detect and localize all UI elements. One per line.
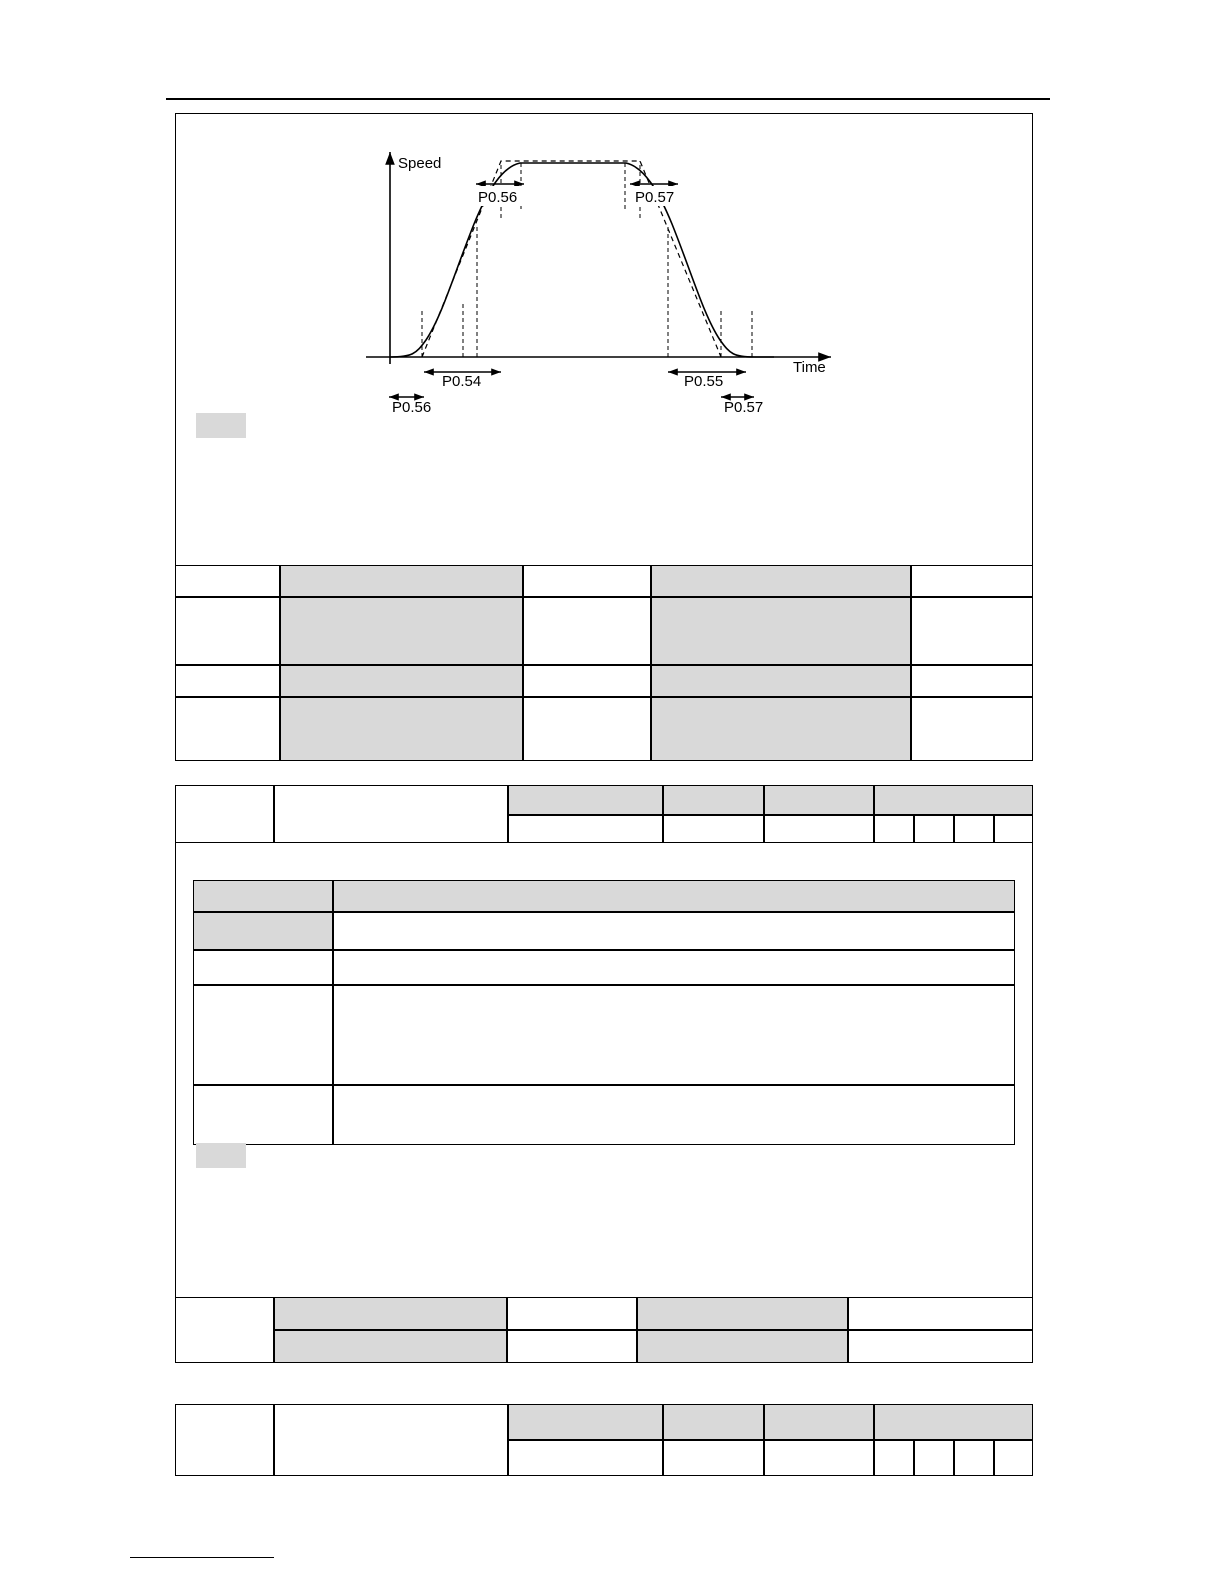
table-cell [280, 665, 523, 697]
desc-value-cell [333, 950, 1015, 985]
table-cell [507, 1297, 637, 1330]
table-cell [914, 1440, 954, 1476]
table-cell [954, 1440, 994, 1476]
annotation-p054: P0.54 [442, 373, 482, 390]
table-cell [175, 597, 280, 665]
table-cell [637, 1297, 848, 1330]
chart-ylabel: Speed [398, 155, 442, 172]
table-cell [651, 565, 911, 597]
header-rule [166, 98, 1050, 100]
chart-xlabel: Time [793, 359, 826, 376]
note-marker-top [196, 413, 246, 438]
table-cell [523, 565, 651, 597]
table-header-cell [508, 1404, 663, 1440]
desc-value-cell [333, 1085, 1015, 1145]
speed-time-chart [176, 114, 1032, 564]
table-cell [274, 1330, 507, 1363]
note-marker-middle [196, 1143, 246, 1168]
table-cell [651, 697, 911, 761]
table-cell [911, 597, 1033, 665]
table-cell [764, 815, 874, 843]
table-cell [523, 665, 651, 697]
desc-label-cell [193, 880, 333, 912]
desc-value-cell [333, 985, 1015, 1085]
table-cell [954, 815, 994, 843]
table-cell-name [274, 1404, 508, 1476]
table-cell [914, 815, 954, 843]
table-cell [274, 1297, 507, 1330]
footnote-rule [130, 1557, 274, 1558]
annotation-p055: P0.55 [684, 373, 724, 390]
table-cell [280, 565, 523, 597]
table-cell [874, 815, 914, 843]
table-cell [508, 815, 663, 843]
table-cell [280, 597, 523, 665]
table-cell-name [274, 785, 508, 843]
s-curve-line [390, 163, 774, 357]
table-cell [175, 1297, 274, 1363]
table-cell [651, 597, 911, 665]
table-header-cell [508, 785, 663, 815]
table-cell [523, 697, 651, 761]
table-cell [280, 697, 523, 761]
table-cell [994, 815, 1033, 843]
table-cell [994, 1440, 1033, 1476]
table-cell [663, 1440, 764, 1476]
table-cell [637, 1330, 848, 1363]
table-cell [911, 665, 1033, 697]
table-cell [175, 697, 280, 761]
table-cell-code [175, 785, 274, 843]
desc-label-cell [193, 1085, 333, 1145]
table-cell [911, 565, 1033, 597]
table-cell [764, 1440, 874, 1476]
table-header-cell [764, 785, 874, 815]
table-cell [663, 815, 764, 843]
annotation-p057-lower: P0.57 [724, 399, 764, 416]
table-header-cell [663, 785, 764, 815]
table-cell [523, 597, 651, 665]
table-header-cell [874, 785, 1033, 815]
desc-value-cell [333, 880, 1015, 912]
table-cell [508, 1440, 663, 1476]
table-header-cell [663, 1404, 764, 1440]
table-cell [848, 1297, 1033, 1330]
table-row [175, 565, 280, 597]
table-header-cell [874, 1404, 1033, 1440]
table-row [175, 665, 280, 697]
table-cell [911, 697, 1033, 761]
desc-label-cell [193, 985, 333, 1085]
table-cell-code [175, 1404, 274, 1476]
table-cell [651, 665, 911, 697]
table-cell [507, 1330, 637, 1363]
annotation-p056-lower: P0.56 [392, 399, 432, 416]
desc-value-cell [333, 912, 1015, 950]
annotation-p056-upper: P0.56 [478, 189, 518, 206]
desc-label-cell [193, 950, 333, 985]
table-cell [848, 1330, 1033, 1363]
desc-label-cell [193, 912, 333, 950]
table-header-cell [764, 1404, 874, 1440]
annotation-p057-upper: P0.57 [635, 189, 675, 206]
table-cell [874, 1440, 914, 1476]
